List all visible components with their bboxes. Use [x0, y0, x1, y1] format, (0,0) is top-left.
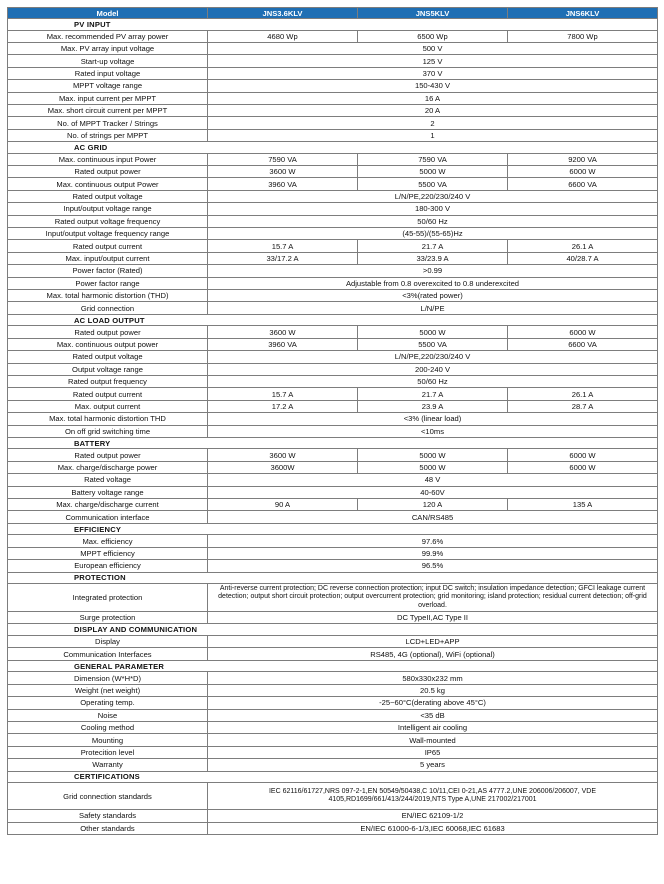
section-header-row	[8, 314, 658, 326]
header-cell-model: Model	[8, 8, 208, 19]
value-cell: 7800 Wp	[508, 30, 658, 42]
row-label: On off grid switching time	[8, 425, 208, 437]
table-row	[8, 338, 658, 350]
spanned-value-cell: Wall-mounted	[208, 734, 658, 746]
spec-table	[7, 7, 658, 835]
row-label: Warranty	[8, 759, 208, 771]
spanned-value-cell: RS485, 4G (optional), WiFi (optional)	[208, 648, 658, 660]
table-row	[8, 290, 658, 302]
table-row	[8, 746, 658, 758]
table-row	[8, 67, 658, 79]
value-cell: 15.7 A	[208, 388, 358, 400]
row-label: Rated output frequency	[8, 375, 208, 387]
row-label: Max. charge/discharge power	[8, 461, 208, 473]
row-label: Grid connection standards	[8, 783, 208, 810]
value-cell: 120 A	[358, 499, 508, 511]
section-title: GENERAL PARAMETER	[8, 660, 658, 672]
value-cell: 6500 Wp	[358, 30, 508, 42]
row-label: Rated output voltage	[8, 190, 208, 202]
row-label: Grid connection	[8, 302, 208, 314]
table-row	[8, 474, 658, 486]
value-cell: 33/23.9 A	[358, 252, 508, 264]
row-label: Max. continuous input Power	[8, 153, 208, 165]
row-label: Rated output current	[8, 240, 208, 252]
section-header-row	[8, 624, 658, 636]
row-label: Max. total harmonic distortion (THD)	[8, 290, 208, 302]
table-row	[8, 547, 658, 559]
value-cell: 4680 Wp	[208, 30, 358, 42]
section-title: BATTERY	[8, 437, 658, 449]
section-title: PV INPUT	[8, 19, 658, 31]
table-row	[8, 190, 658, 202]
value-cell: 5000 W	[358, 461, 508, 473]
value-cell: 3600 W	[208, 326, 358, 338]
table-row	[8, 30, 658, 42]
row-label: Other standards	[8, 822, 208, 834]
row-label: Max. charge/discharge current	[8, 499, 208, 511]
value-cell: 3600 W	[208, 166, 358, 178]
table-row	[8, 252, 658, 264]
spanned-value-cell: Adjustable from 0.8 overexcited to 0.8 underexcited	[208, 277, 658, 289]
spanned-value-cell: 5 years	[208, 759, 658, 771]
spanned-value-cell: 370 V	[208, 67, 658, 79]
table-row	[8, 153, 658, 165]
spanned-value-cell: <3% (linear load)	[208, 413, 658, 425]
value-cell: 6000 W	[508, 461, 658, 473]
value-cell: 90 A	[208, 499, 358, 511]
row-label: Start-up voltage	[8, 55, 208, 67]
table-row	[8, 584, 658, 612]
value-cell: 5000 W	[358, 326, 508, 338]
row-label: Safety standards	[8, 810, 208, 822]
value-cell: 6600 VA	[508, 338, 658, 350]
spanned-value-cell: <35 dB	[208, 709, 658, 721]
row-label: Dimension (W*H*D)	[8, 672, 208, 684]
spanned-value-cell: 50/60 Hz	[208, 375, 658, 387]
table-row	[8, 709, 658, 721]
row-label: Mounting	[8, 734, 208, 746]
spec-sheet	[7, 7, 657, 835]
spanned-value-cell: EN/IEC 61000-6-1/3,IEC 60068,IEC 61683	[208, 822, 658, 834]
section-title: EFFICIENCY	[8, 523, 658, 535]
spanned-value-cell: <3%(rated power)	[208, 290, 658, 302]
table-row	[8, 648, 658, 660]
spanned-value-cell: 125 V	[208, 55, 658, 67]
header-row	[8, 8, 658, 19]
value-cell: 6000 W	[508, 166, 658, 178]
row-label: Communication interface	[8, 511, 208, 523]
spanned-value-cell: 96.5%	[208, 560, 658, 572]
value-cell: 15.7 A	[208, 240, 358, 252]
spanned-value-cell: 40-60V	[208, 486, 658, 498]
table-row	[8, 104, 658, 116]
value-cell: 135 A	[508, 499, 658, 511]
spanned-value-cell: 180-300 V	[208, 203, 658, 215]
row-label: Surge protection	[8, 612, 208, 624]
section-header-row	[8, 771, 658, 783]
table-row	[8, 783, 658, 810]
table-row	[8, 413, 658, 425]
value-cell: 28.7 A	[508, 400, 658, 412]
spanned-value-cell: DC TypeII,AC Type II	[208, 612, 658, 624]
value-cell: 6000 W	[508, 449, 658, 461]
row-label: Display	[8, 636, 208, 648]
spanned-value-cell: -25~60°C(derating above 45°C)	[208, 697, 658, 709]
table-row	[8, 672, 658, 684]
table-row	[8, 203, 658, 215]
value-cell: 6000 W	[508, 326, 658, 338]
spanned-value-cell: 16 A	[208, 92, 658, 104]
row-label: Max. input/output current	[8, 252, 208, 264]
spanned-value-cell: L/N/PE,220/230/240 V	[208, 190, 658, 202]
value-cell: 33/17.2 A	[208, 252, 358, 264]
value-cell: 26.1 A	[508, 388, 658, 400]
row-label: Max. PV array input voltage	[8, 42, 208, 54]
row-label: Rated input voltage	[8, 67, 208, 79]
row-label: Noise	[8, 709, 208, 721]
table-row	[8, 697, 658, 709]
table-row	[8, 240, 658, 252]
row-label: European efficiency	[8, 560, 208, 572]
row-label: Battery voltage range	[8, 486, 208, 498]
table-row	[8, 560, 658, 572]
table-row	[8, 375, 658, 387]
spanned-value-cell: L/N/PE,220/230/240 V	[208, 351, 658, 363]
table-row	[8, 92, 658, 104]
row-label: Max. input current per MPPT	[8, 92, 208, 104]
spanned-value-cell: 20.5 kg	[208, 684, 658, 696]
table-row	[8, 117, 658, 129]
row-label: Max. continuous output Power	[8, 178, 208, 190]
row-label: Operating temp.	[8, 697, 208, 709]
table-row	[8, 810, 658, 822]
table-row	[8, 215, 658, 227]
section-header-row	[8, 523, 658, 535]
row-label: Rated output voltage	[8, 351, 208, 363]
header-cell-jns6klv: JNS6KLV	[508, 8, 658, 19]
section-title: AC GRID	[8, 142, 658, 154]
row-label: Rated voltage	[8, 474, 208, 486]
table-row	[8, 326, 658, 338]
spanned-value-cell: 580x330x232 mm	[208, 672, 658, 684]
spanned-value-cell: L/N/PE	[208, 302, 658, 314]
row-label: Integrated protection	[8, 584, 208, 612]
table-row	[8, 166, 658, 178]
spanned-value-cell: 200-240 V	[208, 363, 658, 375]
table-row	[8, 759, 658, 771]
spanned-value-cell: IEC 62116/61727,NRS 097-2-1,EN 50549/50438,C 10/11,CEI 0-21,AS 4777.2,UNE 206006/206007, VDE 4105,RD1699/661/413/244/2019,NTS Type A,UNE 217002/217001	[208, 783, 658, 810]
row-label: Input/output voltage range	[8, 203, 208, 215]
value-cell: 5000 W	[358, 449, 508, 461]
section-header-row	[8, 572, 658, 584]
value-cell: 7590 VA	[208, 153, 358, 165]
row-label: Max. efficiency	[8, 535, 208, 547]
value-cell: 6600 VA	[508, 178, 658, 190]
row-label: Weight (net weight)	[8, 684, 208, 696]
value-cell: 7590 VA	[358, 153, 508, 165]
table-row	[8, 228, 658, 240]
spanned-value-cell: 50/60 Hz	[208, 215, 658, 227]
row-label: MPPT voltage range	[8, 80, 208, 92]
spanned-value-cell: 97.6%	[208, 535, 658, 547]
section-header-row	[8, 19, 658, 31]
table-row	[8, 425, 658, 437]
spanned-value-cell: LCD+LED+APP	[208, 636, 658, 648]
value-cell: 3600W	[208, 461, 358, 473]
table-row	[8, 80, 658, 92]
row-label: MPPT efficiency	[8, 547, 208, 559]
table-row	[8, 388, 658, 400]
table-row	[8, 400, 658, 412]
header-cell-jns5klv: JNS5KLV	[358, 8, 508, 19]
table-body	[8, 19, 658, 835]
spanned-value-cell: 1	[208, 129, 658, 141]
row-label: Output voltage range	[8, 363, 208, 375]
value-cell: 5500 VA	[358, 338, 508, 350]
value-cell: 40/28.7 A	[508, 252, 658, 264]
spanned-value-cell: 20 A	[208, 104, 658, 116]
table-row	[8, 461, 658, 473]
table-row	[8, 684, 658, 696]
section-title: AC LOAD OUTPUT	[8, 314, 658, 326]
spanned-value-cell: 48 V	[208, 474, 658, 486]
section-header-row	[8, 660, 658, 672]
table-row	[8, 499, 658, 511]
spanned-value-cell: IP65	[208, 746, 658, 758]
spanned-value-cell: >0.99	[208, 265, 658, 277]
row-label: Max. continuous output power	[8, 338, 208, 350]
row-label: Rated output power	[8, 166, 208, 178]
value-cell: 5500 VA	[358, 178, 508, 190]
row-label: No. of strings per MPPT	[8, 129, 208, 141]
row-label: Max. short circuit current per MPPT	[8, 104, 208, 116]
section-header-row	[8, 437, 658, 449]
value-cell: 21.7 A	[358, 240, 508, 252]
value-cell: 26.1 A	[508, 240, 658, 252]
spanned-value-cell: (45-55)/(55-65)Hz	[208, 228, 658, 240]
row-label: Max. recommended PV array power	[8, 30, 208, 42]
spanned-value-cell: Anti-reverse current protection; DC reverse connection protection; input DC switch; insulation impedance detection; GFCI leakage current detection; output short circuit protection; output overcurrent protection; grid monitoring; island protection; residual current detection; off-grid overload.	[208, 584, 658, 612]
row-label: Protecition level	[8, 746, 208, 758]
table-row	[8, 42, 658, 54]
spanned-value-cell: 500 V	[208, 42, 658, 54]
spanned-value-cell: 150-430 V	[208, 80, 658, 92]
spanned-value-cell: 99.9%	[208, 547, 658, 559]
table-row	[8, 363, 658, 375]
row-label: Input/output voltage frequency range	[8, 228, 208, 240]
row-label: Rated output power	[8, 449, 208, 461]
value-cell: 3600 W	[208, 449, 358, 461]
table-row	[8, 511, 658, 523]
table-row	[8, 612, 658, 624]
table-row	[8, 722, 658, 734]
table-row	[8, 636, 658, 648]
table-row	[8, 265, 658, 277]
value-cell: 5000 W	[358, 166, 508, 178]
value-cell: 9200 VA	[508, 153, 658, 165]
table-row	[8, 535, 658, 547]
table-row	[8, 351, 658, 363]
table-row	[8, 302, 658, 314]
table-row	[8, 449, 658, 461]
table-row	[8, 129, 658, 141]
table-row	[8, 822, 658, 834]
table-row	[8, 734, 658, 746]
row-label: Power factor range	[8, 277, 208, 289]
section-title: PROTECTION	[8, 572, 658, 584]
table-header	[8, 8, 658, 19]
table-row	[8, 277, 658, 289]
row-label: Cooling method	[8, 722, 208, 734]
value-cell: 17.2 A	[208, 400, 358, 412]
value-cell: 21.7 A	[358, 388, 508, 400]
table-row	[8, 486, 658, 498]
table-row	[8, 55, 658, 67]
spanned-value-cell: EN/IEC 62109-1/2	[208, 810, 658, 822]
spanned-value-cell: Intelligent air cooling	[208, 722, 658, 734]
row-label: Max. total harmonic distortion THD	[8, 413, 208, 425]
spanned-value-cell: CAN/RS485	[208, 511, 658, 523]
value-cell: 23.9 A	[358, 400, 508, 412]
spanned-value-cell: <10ms	[208, 425, 658, 437]
section-title: DISPLAY AND COMMUNICATION	[8, 624, 658, 636]
value-cell: 3960 VA	[208, 338, 358, 350]
row-label: Power factor (Rated)	[8, 265, 208, 277]
row-label: Max. output current	[8, 400, 208, 412]
header-cell-jns3-6klv: JNS3.6KLV	[208, 8, 358, 19]
row-label: Rated output power	[8, 326, 208, 338]
row-label: Rated output voltage frequency	[8, 215, 208, 227]
row-label: Rated output current	[8, 388, 208, 400]
section-title: CERTIFICATIONS	[8, 771, 658, 783]
table-row	[8, 178, 658, 190]
row-label: Communication Interfaces	[8, 648, 208, 660]
row-label: No. of MPPT Tracker / Strings	[8, 117, 208, 129]
value-cell: 3960 VA	[208, 178, 358, 190]
spanned-value-cell: 2	[208, 117, 658, 129]
section-header-row	[8, 142, 658, 154]
